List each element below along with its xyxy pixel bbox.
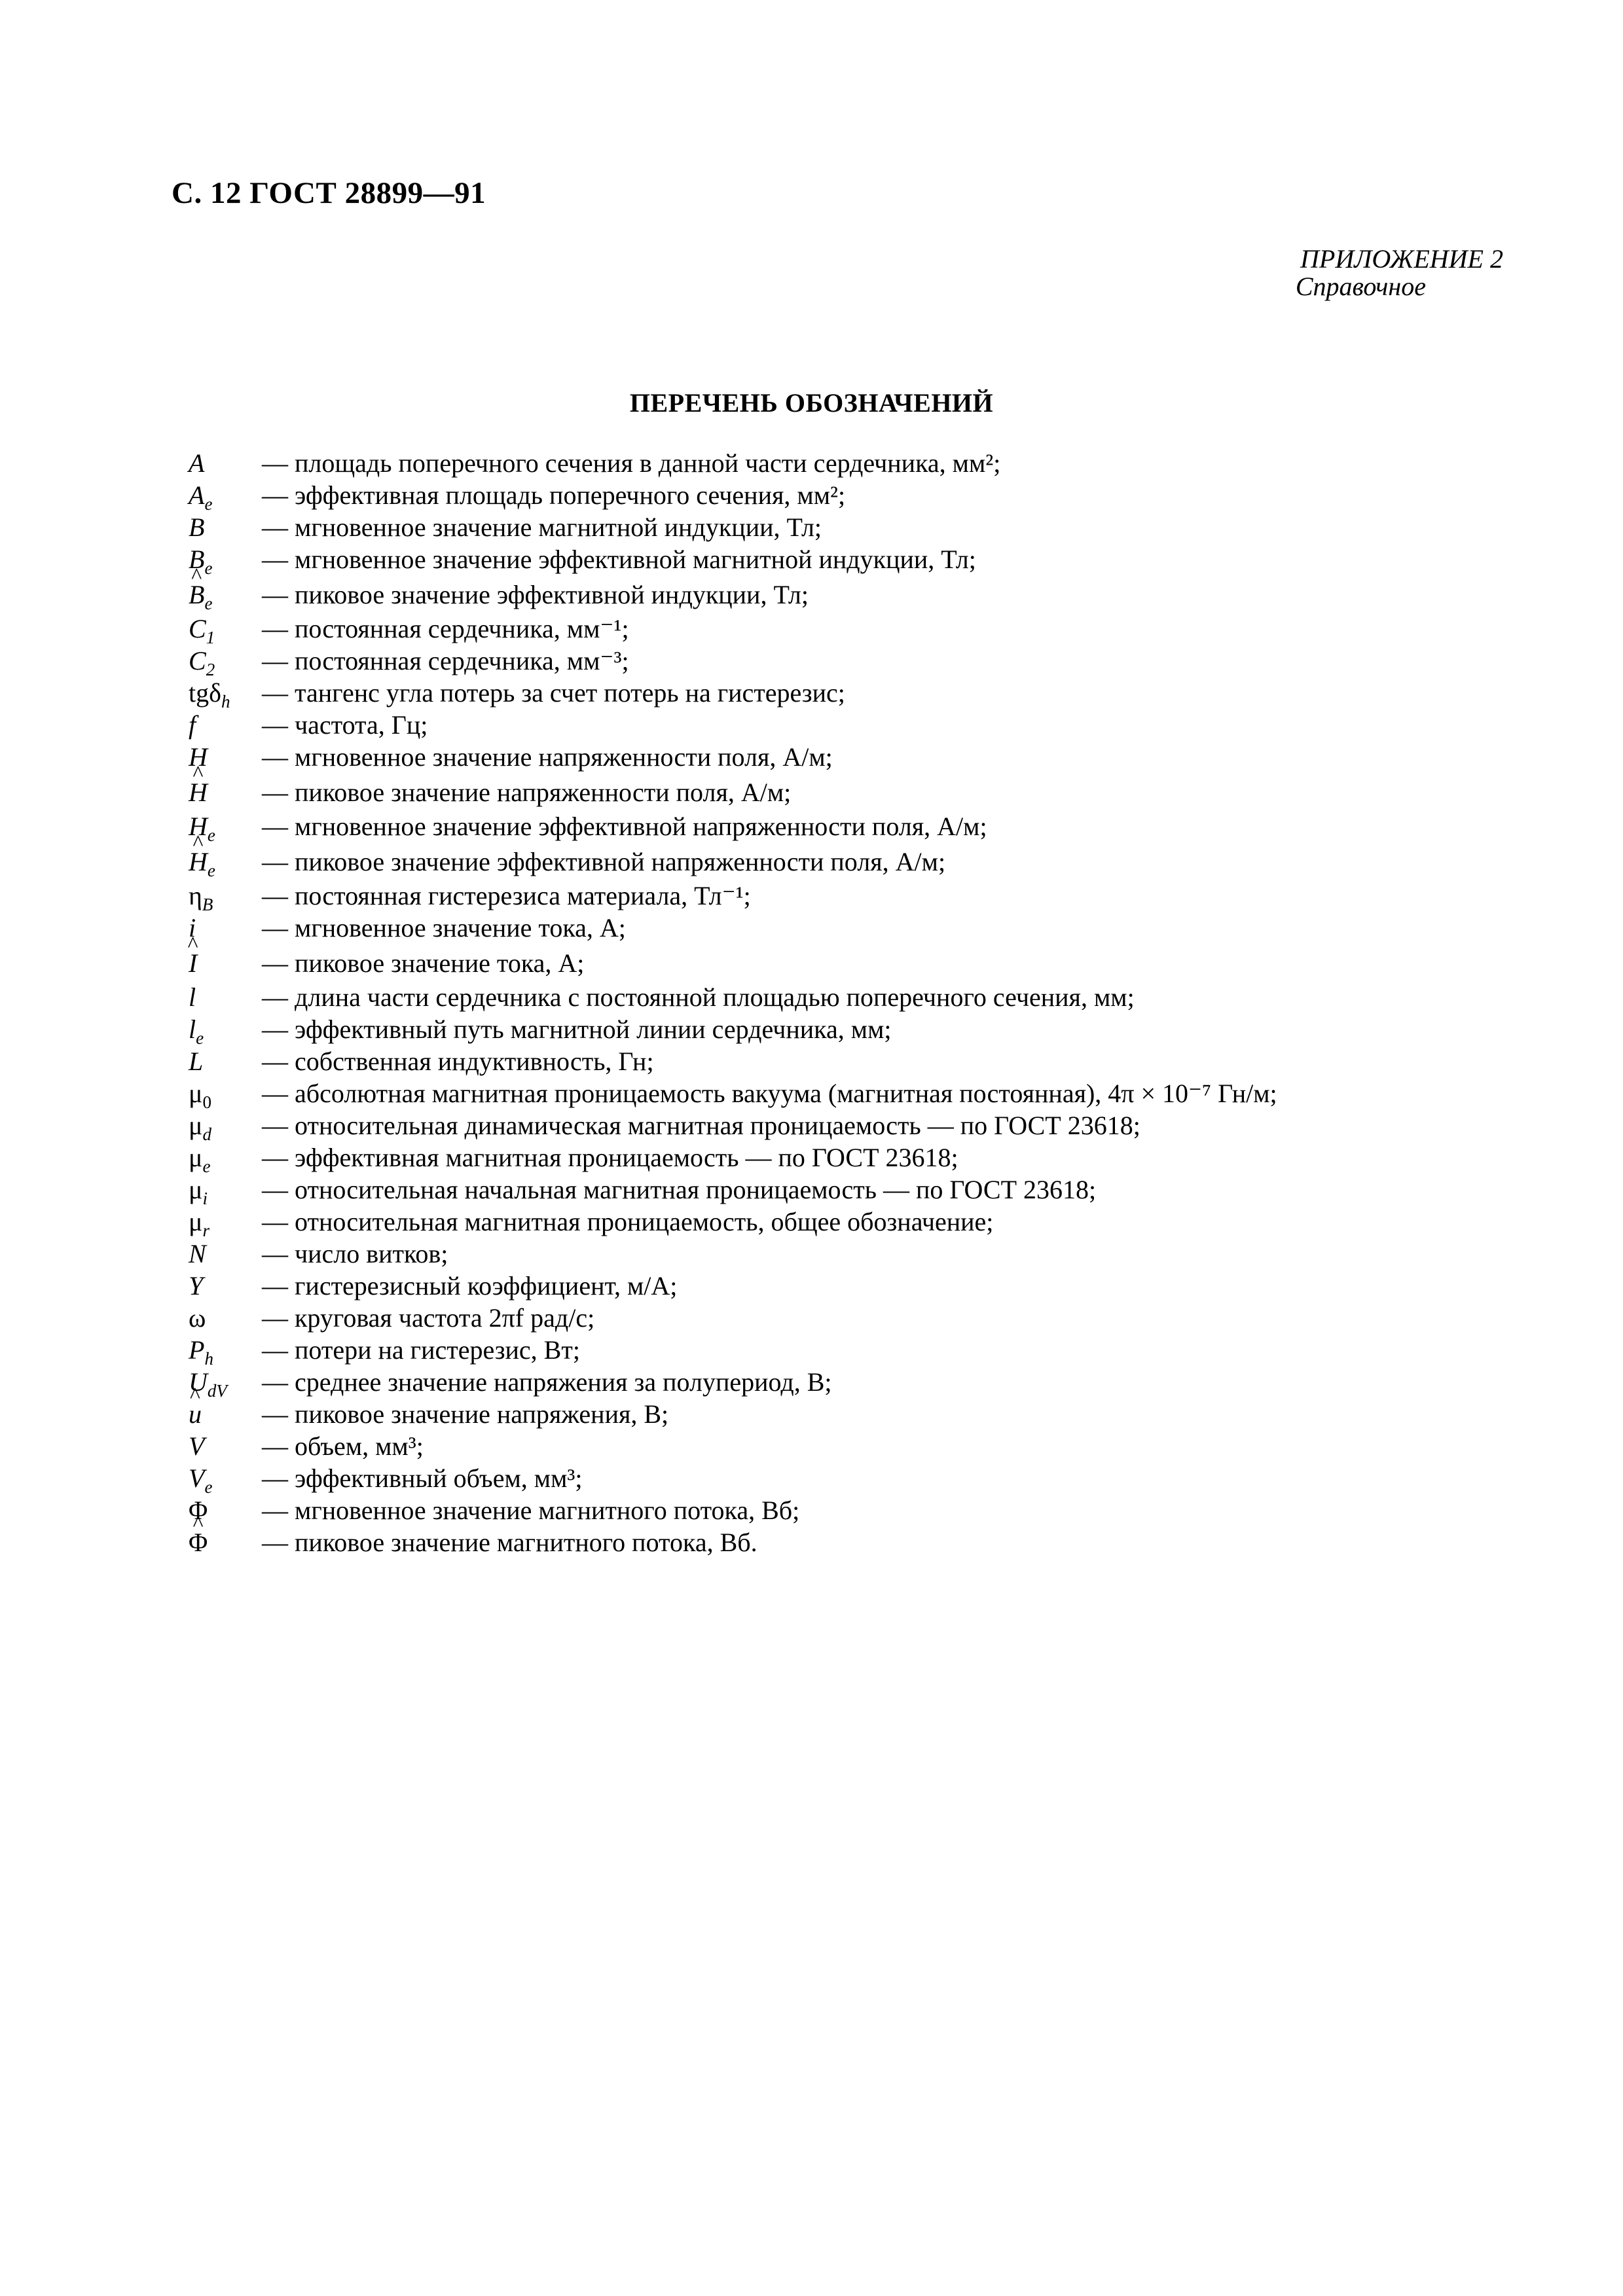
list-item	[189, 1270, 1563, 1302]
symbol: tgδ$_h$	[189, 678, 230, 711]
symbol: $U_{dV}$	[189, 1367, 227, 1401]
description: — потери на гистерезис, Вт;	[262, 1335, 580, 1365]
description: — эффективный путь магнитной линии сердечника, мм;	[262, 1014, 892, 1044]
list-item	[189, 981, 1563, 1013]
description: — пиковое значение эффективной напряженности поля, А/м;	[262, 847, 946, 876]
symbol: $A_e$	[189, 480, 213, 514]
symbol: H	[189, 742, 208, 772]
symbol: i	[189, 913, 196, 942]
page-header: С. 12 ГОСТ 28899—91	[172, 176, 486, 210]
description: — относительная магнитная проницаемость, общее обозначение;	[262, 1207, 994, 1236]
symbol: L	[189, 1047, 204, 1076]
symbol: $\mu_r$	[189, 1207, 210, 1240]
symbol: $\mu_d$	[189, 1111, 211, 1144]
description: — мгновенное значение магнитного потока, Вб;	[262, 1496, 800, 1525]
list-item	[189, 1494, 1563, 1526]
list-item	[189, 741, 1563, 773]
list-item	[189, 944, 1563, 981]
symbol: $\mu_e$	[189, 1143, 211, 1176]
description: — пиковое значение напряжения, В;	[262, 1399, 669, 1429]
symbol: Y	[189, 1271, 204, 1300]
symbol: N	[189, 1239, 206, 1268]
list-item	[189, 575, 1563, 613]
list-item	[189, 842, 1563, 880]
description: — гистерезисный коэффициент, м/А;	[262, 1271, 678, 1300]
description: — мгновенное значение напряженности поля, А/м;	[262, 742, 833, 772]
list-item	[189, 1206, 1563, 1238]
list-item	[189, 773, 1563, 810]
list-item	[189, 645, 1563, 677]
list-item	[189, 543, 1563, 578]
symbol: ^ $H_e$	[189, 842, 262, 890]
symbol: $C_1$	[189, 614, 215, 647]
list-item	[189, 810, 1563, 845]
list-item	[189, 1174, 1563, 1206]
description: — постоянная гистерезиса материала, Тл⁻¹;	[262, 881, 751, 910]
list-item	[189, 912, 1563, 944]
list-item	[189, 1462, 1563, 1497]
symbol: ^ $B_e$	[189, 575, 262, 623]
description: — число витков;	[262, 1239, 448, 1268]
list-item	[189, 1109, 1563, 1144]
description: — пиковое значение напряженности поля, А/м;	[262, 778, 792, 807]
list-item	[189, 1334, 1563, 1369]
symbol: Φ	[189, 1496, 208, 1525]
symbol: B	[189, 512, 205, 542]
list-item	[189, 1366, 1563, 1401]
section-title: ПЕРЕЧЕНЬ ОБОЗНАЧЕНИЙ	[629, 388, 994, 418]
description: — тангенс угла потерь за счет потерь на гистерезис;	[262, 678, 845, 708]
list-item	[189, 1141, 1563, 1174]
symbol: $l_e$	[189, 1014, 204, 1048]
list-item	[189, 880, 1563, 912]
symbol: $P_h$	[189, 1335, 213, 1369]
symbol: ^ Φ	[189, 1526, 262, 1558]
list-item	[189, 613, 1563, 645]
description: — собственная индуктивность, Гн;	[262, 1047, 654, 1076]
symbol: ω	[189, 1303, 206, 1333]
list-item	[189, 1013, 1563, 1048]
list-item	[189, 1302, 1563, 1334]
description: — пиковое значение тока, А;	[262, 948, 585, 978]
description: — абсолютная магнитная проницаемость вакуума (магнитная постоянная), 4π × 10⁻⁷ Гн/м;	[262, 1079, 1277, 1108]
list-item	[189, 1430, 1563, 1462]
list-item	[189, 479, 1563, 514]
symbol: ^ I	[189, 944, 262, 983]
description: — относительная начальная магнитная проницаемость — по ГОСТ 23618;	[262, 1175, 1097, 1204]
symbol: f	[189, 710, 196, 740]
description: — эффективная площадь поперечного сечения, мм²;	[262, 480, 846, 510]
description: — мгновенное значение эффективной магнитной индукции, Тл;	[262, 545, 976, 574]
symbol: $B_e$	[189, 545, 213, 578]
symbol: $\eta_B$	[189, 881, 213, 914]
symbol: $V_e$	[189, 1463, 213, 1497]
description: — относительная динамическая магнитная проницаемость — по ГОСТ 23618;	[262, 1111, 1140, 1140]
description: — длина части сердечника с постоянной площадью поперечного сечения, мм;	[262, 982, 1135, 1012]
symbol: $H_e$	[189, 812, 215, 845]
symbol-list	[189, 447, 1563, 1558]
description: — пиковое значение эффективной индукции, Тл;	[262, 580, 809, 609]
appendix-subtitle: Справочное	[1295, 272, 1426, 301]
list-item	[189, 1238, 1563, 1270]
list-item	[189, 447, 1563, 479]
list-item	[189, 709, 1563, 741]
description: — мгновенное значение эффективной напряженности поля, А/м;	[262, 812, 987, 841]
appendix-title: ПРИЛОЖЕНИЕ 2	[1300, 244, 1503, 274]
description: — мгновенное значение тока, А;	[262, 913, 626, 942]
symbol: V	[189, 1431, 205, 1461]
description: — постоянная сердечника, мм⁻¹;	[262, 614, 629, 643]
symbol: $\mu_i$	[189, 1175, 208, 1208]
description: — среднее значение напряжения за полупериод, В;	[262, 1367, 832, 1397]
description: — эффективная магнитная проницаемость — по ГОСТ 23618;	[262, 1143, 958, 1172]
description: — постоянная сердечника, мм⁻³;	[262, 646, 629, 675]
symbol: l	[189, 982, 196, 1012]
list-item	[189, 1398, 1563, 1430]
symbol: ^ H	[189, 773, 262, 812]
list-item	[189, 1045, 1563, 1077]
symbol: $C_2$	[189, 646, 215, 679]
appendix-label	[1296, 245, 1503, 300]
list-item	[189, 1077, 1563, 1112]
list-item	[189, 677, 1563, 709]
description: — частота, Гц;	[262, 710, 428, 740]
description: — пиковое значение магнитного потока, Вб.	[262, 1528, 757, 1557]
list-item	[189, 1526, 1563, 1558]
description: — круговая частота 2πf рад/с;	[262, 1303, 595, 1333]
description: — площадь поперечного сечения в данной части сердечника, мм²;	[262, 448, 1001, 478]
symbol: A	[189, 448, 205, 478]
symbol: ^ u	[189, 1398, 262, 1430]
symbol: $\mu_0$	[189, 1079, 211, 1112]
description: — мгновенное значение магнитной индукции, Тл;	[262, 512, 822, 542]
description: — эффективный объем, мм³;	[262, 1463, 583, 1493]
list-item	[189, 511, 1563, 543]
description: — объем, мм³;	[262, 1431, 424, 1461]
